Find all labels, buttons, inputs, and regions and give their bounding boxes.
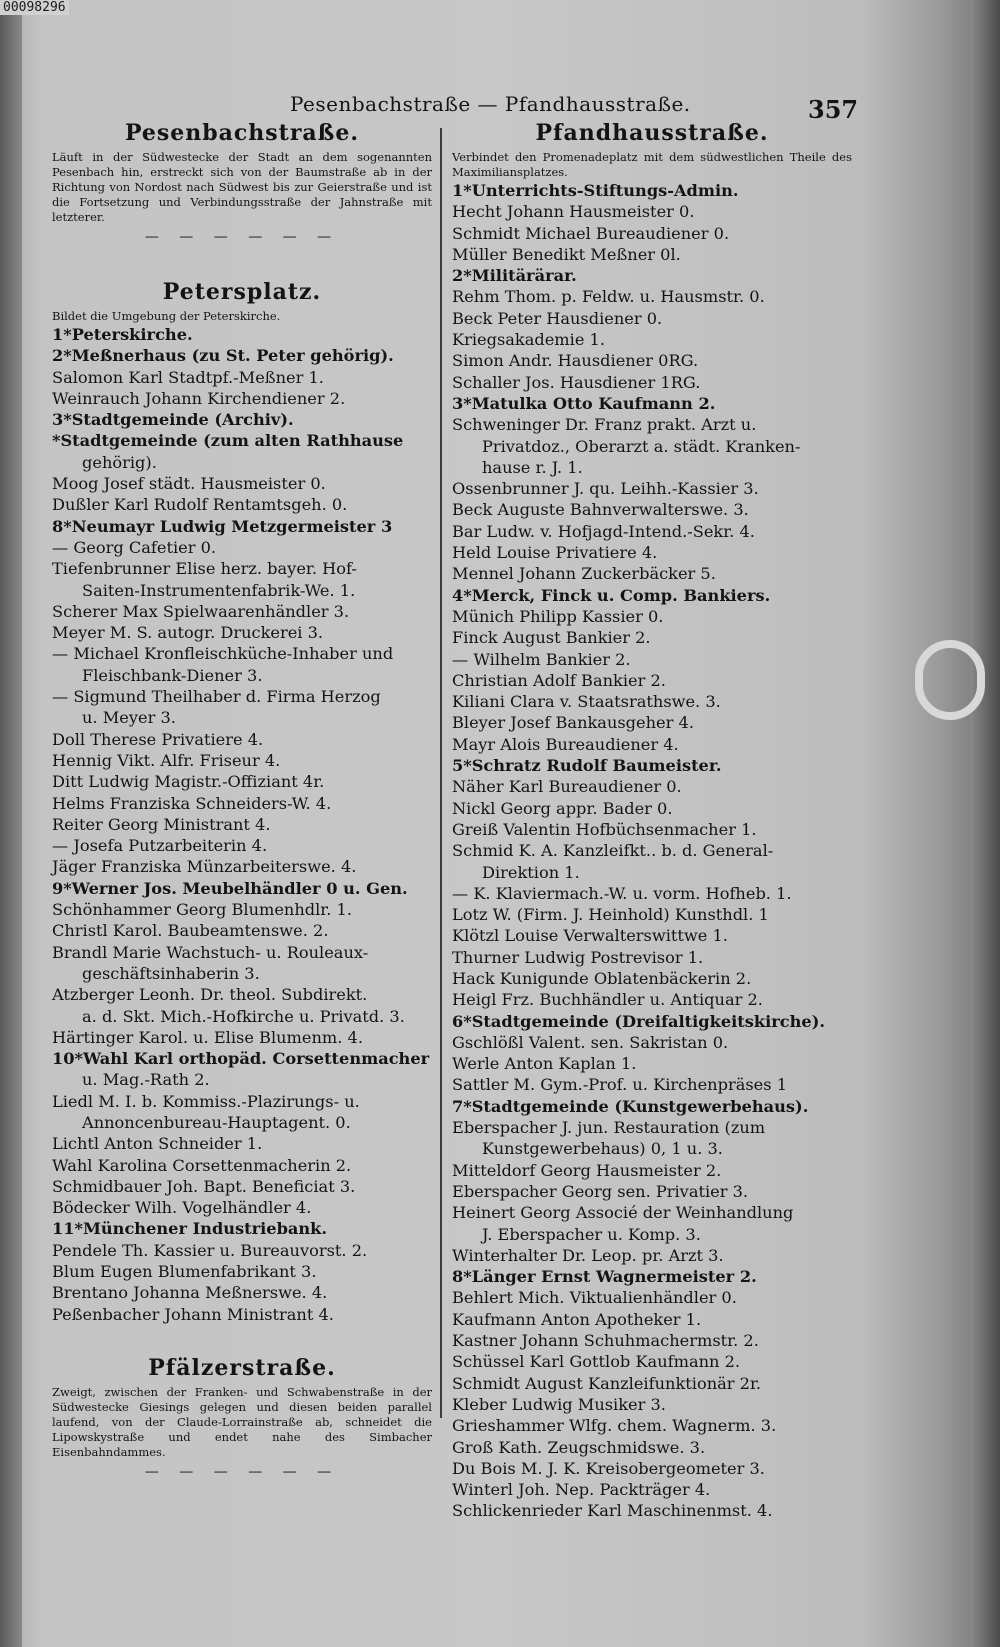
directory-entry: Direktion 1. (482, 862, 580, 882)
directory-entry: Saiten-Instrumentenfabrik-We. 1. (82, 580, 356, 600)
directory-entry: Greiß Valentin Hofbüchsenmacher 1. (452, 819, 757, 839)
directory-entry: Rehm Thom. p. Feldw. u. Hausmstr. 0. (452, 287, 765, 307)
section-desc-pfaelzerstrasse: Zweigt, zwischen der Franken- und Schwabenstraße in der Südwestecke Giesings gelegen und diesen beiden parallel laufend, von der Claude-Lorrainstraße ab, schneidet die Lipowskystraße und endet nahe des Simbacher Eisenbahndammes. (52, 1384, 432, 1459)
directory-entry: Behlert Mich. Viktualienhändler 0. (452, 1288, 737, 1308)
directory-entry: u. Mag.-Rath 2. (82, 1070, 210, 1090)
directory-entry: Sattler M. Gym.-Prof. u. Kirchenpräses 1 (452, 1075, 787, 1095)
directory-entry: — Georg Cafetier 0. (52, 537, 217, 557)
directory-entry: Weinrauch Johann Kirchendiener 2. (52, 388, 346, 408)
section-title-pfandhausstrasse: Pfandhausstraße. (535, 120, 769, 146)
directory-entry: Schmidt August Kanzleifunktionär 2r. (452, 1373, 762, 1393)
directory-entry: Klötzl Louise Verwalterswittwe 1. (452, 926, 728, 946)
directory-entry: Beck Auguste Bahnverwalterswe. 3. (452, 500, 749, 520)
directory-entry: gehörig). (82, 452, 157, 472)
directory-entry: Kleber Ludwig Musiker 3. (452, 1394, 666, 1414)
section-title-pfaelzerstrasse: Pfälzerstraße. (148, 1354, 336, 1381)
directory-entry: Scherer Max Spielwaarenhändler 3. (52, 601, 350, 621)
directory-entry: — Michael Kronfleischküche-Inhaber und (52, 644, 394, 664)
directory-entry: — Sigmund Theilhaber d. Firma Herzog (52, 687, 381, 707)
directory-entry: Kaufmann Anton Apotheker 1. (452, 1309, 702, 1329)
directory-entry: Schönhammer Georg Blumenhdlr. 1. (52, 900, 353, 920)
directory-entry: Christl Karol. Baubeamtenswe. 2. (52, 921, 329, 941)
directory-entry: — Wilhelm Bankier 2. (452, 649, 631, 669)
directory-entry: Hennig Vikt. Alfr. Friseur 4. (52, 750, 281, 770)
directory-entry: Jäger Franziska Münzarbeiterswe. 4. (52, 857, 357, 877)
directory-entry: Heigl Frz. Buchhändler u. Antiquar 2. (452, 990, 763, 1010)
directory-entry: Ditt Ludwig Magistr.-Offiziant 4r. (52, 772, 325, 792)
directory-entry: 11*Münchener Industriebank. (52, 1219, 328, 1239)
directory-entry: Kiliani Clara v. Staatsrathswe. 3. (452, 692, 721, 712)
directory-entry: Annoncenbureau-Hauptagent. 0. (82, 1112, 351, 1132)
directory-entry: Lichtl Anton Schneider 1. (52, 1134, 263, 1154)
section-title-pesenbachstrasse: Pesenbachstraße. (124, 120, 360, 146)
directory-entry: Bleyer Josef Bankausgeher 4. (452, 713, 694, 733)
directory-entry: Wahl Karolina Corsettenmacherin 2. (52, 1155, 352, 1175)
directory-entry: Kriegsakademie 1. (452, 330, 606, 350)
directory-entry: Bödecker Wilh. Vogelhändler 4. (52, 1198, 312, 1218)
directory-entry: 10*Wahl Karl orthopäd. Corsettenmacher (52, 1049, 430, 1069)
directory-entry: 3*Matulka Otto Kaufmann 2. (452, 393, 716, 413)
page-number: 357 (808, 95, 859, 124)
directory-entry: 4*Merck, Finck u. Comp. Bankiers. (452, 585, 771, 605)
directory-entry: Christian Adolf Bankier 2. (452, 670, 666, 690)
directory-entry: 1*Peterskirche. (52, 325, 193, 344)
directory-entry: Werle Anton Kaplan 1. (452, 1054, 637, 1074)
section-desc-pesenbachstrasse: Läuft in der Südwestecke der Stadt an dem sogenannten Pesenbach hin, erstreckt sich von der Baumstraße ab in der Richtung von Nordost nach Südwest bis zur Geierstraße und ist die Fortsetzung und Verbindungsstraße der Jahnstraße mit letzterer. (52, 150, 432, 224)
directory-entry: Münich Philipp Kassier 0. (452, 606, 664, 626)
directory-entry: 8*Neumayr Ludwig Metzgermeister 3 (52, 516, 393, 536)
directory-entry: u. Meyer 3. (82, 708, 176, 728)
running-head: Pesenbachstraße — Pfandhausstraße. (290, 92, 691, 116)
directory-entry: Liedl M. I. b. Kommiss.-Plazirungs- u. (52, 1091, 360, 1111)
directory-entry: Pendele Th. Kassier u. Bureauvorst. 2. (52, 1240, 368, 1260)
archive-id: 00098296 (0, 0, 69, 15)
directory-entry: Helms Franziska Schneiders-W. 4. (52, 793, 332, 813)
directory-entry: 7*Stadtgemeinde (Kunstgewerbehaus). (452, 1096, 809, 1116)
directory-entry: Grieshammer Wlfg. chem. Wagnerm. 3. (452, 1416, 777, 1436)
directory-entry: Beck Peter Hausdiener 0. (452, 308, 663, 328)
section-separator: — — — — — — (144, 229, 340, 245)
directory-entry: 3*Stadtgemeinde (Archiv). (52, 410, 294, 430)
directory-entry: Dußler Karl Rudolf Rentamtsgeh. 0. (52, 495, 348, 515)
directory-entry: Salomon Karl Stadtpf.-Meßner 1. (52, 367, 324, 387)
directory-entry: J. Eberspacher u. Komp. 3. (482, 1224, 701, 1244)
directory-entry: 2*Militärärar. (452, 266, 577, 286)
directory-entry: Bar Ludw. v. Hofjagd-Intend.-Sekr. 4. (452, 521, 755, 541)
directory-entry: Winterl Joh. Nep. Packträger 4. (452, 1480, 711, 1500)
directory-entry: Gschlößl Valent. sen. Sakristan 0. (452, 1032, 729, 1052)
directory-entry: Simon Andr. Hausdiener 0RG. (452, 351, 699, 371)
directory-entry: Schmidt Michael Bureaudiener 0. (452, 223, 730, 243)
directory-entry: Thurner Ludwig Postrevisor 1. (452, 947, 704, 967)
directory-entry: Eberspacher Georg sen. Privatier 3. (452, 1181, 749, 1201)
left-column (52, 120, 432, 1480)
directory-entry: Finck August Bankier 2. (452, 628, 651, 648)
section-separator: — — — — — — (144, 1463, 340, 1480)
section-desc-pfandhausstrasse: Verbindet den Promenadeplatz mit dem südwestlichen Theile des Maximiliansplatzes. (452, 150, 852, 179)
directory-entry: Nickl Georg appr. Bader 0. (452, 798, 673, 818)
section-desc-petersplatz: Bildet die Umgebung der Peterskirche. (52, 309, 281, 323)
directory-entry: Mennel Johann Zuckerbäcker 5. (452, 564, 716, 584)
directory-entry: Eberspacher J. jun. Restauration (zum (452, 1118, 766, 1138)
directory-entry: 6*Stadtgemeinde (Dreifaltigkeitskirche). (452, 1011, 825, 1031)
directory-entry: Mayr Alois Bureaudiener 4. (452, 734, 679, 754)
directory-entry: — Josefa Putzarbeiterin 4. (52, 836, 268, 856)
directory-entry: Kastner Johann Schuhmachermstr. 2. (452, 1331, 759, 1351)
directory-entry: Atzberger Leonh. Dr. theol. Subdirekt. (52, 985, 368, 1005)
directory-entry: Hecht Johann Hausmeister 0. (452, 202, 695, 222)
directory-entry: *Stadtgemeinde (zum alten Rathhause (52, 431, 404, 451)
directory-entry: Schlickenrieder Karl Maschinenmst. 4. (452, 1501, 773, 1521)
directory-entry: Meyer M. S. autogr. Druckerei 3. (52, 623, 324, 643)
directory-entry: Heinert Georg Associé der Weinhandlung (452, 1203, 794, 1223)
directory-entry: Tiefenbrunner Elise herz. bayer. Hof- (52, 559, 357, 579)
directory-entry: geschäftsinhaberin 3. (82, 963, 260, 983)
section-title-petersplatz: Petersplatz. (162, 279, 322, 305)
page-stack-edge (970, 0, 1000, 1647)
directory-entry: Schaller Jos. Hausdiener 1RG. (452, 372, 701, 392)
directory-entry: Schmidbauer Joh. Bapt. Beneficiat 3. (52, 1176, 356, 1196)
directory-entry: 5*Schratz Rudolf Baumeister. (452, 756, 722, 776)
directory-entry: Schweninger Dr. Franz prakt. Arzt u. (452, 415, 757, 435)
directory-entry: 9*Werner Jos. Meubelhändler 0 u. Gen. (52, 878, 408, 898)
directory-entry: Winterhalter Dr. Leop. pr. Arzt 3. (452, 1245, 724, 1265)
right-column (452, 120, 852, 1522)
directory-entry: Reiter Georg Ministrant 4. (52, 814, 271, 834)
pfandhausstrasse-entries (452, 180, 852, 1522)
directory-entry: 2*Meßnerhaus (zu St. Peter gehörig). (52, 346, 394, 366)
directory-entry: 8*Länger Ernst Wagnermeister 2. (452, 1267, 757, 1287)
directory-entry: Doll Therese Privatiere 4. (52, 729, 264, 749)
directory-entry: hause r. J. 1. (482, 457, 583, 477)
directory-entry: Näher Karl Bureaudiener 0. (452, 777, 682, 797)
column-divider (440, 128, 442, 1418)
directory-entry: Du Bois M. J. K. Kreisobergeometer 3. (452, 1458, 765, 1478)
directory-entry: Schmid K. A. Kanzleifkt.. b. d. General- (452, 841, 774, 861)
directory-entry: Härtinger Karol. u. Elise Blumenm. 4. (52, 1027, 363, 1047)
directory-entry: Hack Kunigunde Oblatenbäckerin 2. (452, 968, 752, 988)
binder-clip-icon (915, 640, 985, 720)
directory-entry: Brentano Johanna Meßnerswe. 4. (52, 1283, 328, 1303)
directory-entry: Mitteldorf Georg Hausmeister 2. (452, 1160, 722, 1180)
directory-entry: — K. Klaviermach.-W. u. vorm. Hofheb. 1. (452, 883, 792, 903)
directory-entry: Ossenbrunner J. qu. Leihh.-Kassier 3. (452, 479, 759, 499)
directory-entry: Moog Josef städt. Hausmeister 0. (52, 474, 326, 494)
petersplatz-entries (52, 324, 432, 1325)
directory-entry: Müller Benedikt Meßner 0l. (452, 244, 681, 264)
directory-entry: Held Louise Privatiere 4. (452, 543, 658, 563)
directory-entry: Privatdoz., Oberarzt a. städt. Kranken- (482, 436, 801, 456)
directory-entry: Peßenbacher Johann Ministrant 4. (52, 1304, 334, 1324)
directory-entry: Blum Eugen Blumenfabrikant 3. (52, 1262, 317, 1282)
directory-entry: Schüssel Karl Gottlob Kaufmann 2. (452, 1352, 741, 1372)
directory-entry: Brandl Marie Wachstuch- u. Rouleaux- (52, 942, 369, 962)
directory-entry: Kunstgewerbehaus) 0, 1 u. 3. (482, 1139, 723, 1159)
directory-entry: Lotz W. (Firm. J. Heinhold) Kunsthdl. 1 (452, 905, 769, 925)
directory-entry: 1*Unterrichts-Stiftungs-Admin. (452, 181, 739, 200)
previous-page-edge (0, 0, 22, 1647)
directory-entry: Fleischbank-Diener 3. (82, 665, 263, 685)
directory-entry: a. d. Skt. Mich.-Hofkirche u. Privatd. 3. (82, 1006, 405, 1026)
directory-entry: Groß Kath. Zeugschmidswe. 3. (452, 1437, 706, 1457)
